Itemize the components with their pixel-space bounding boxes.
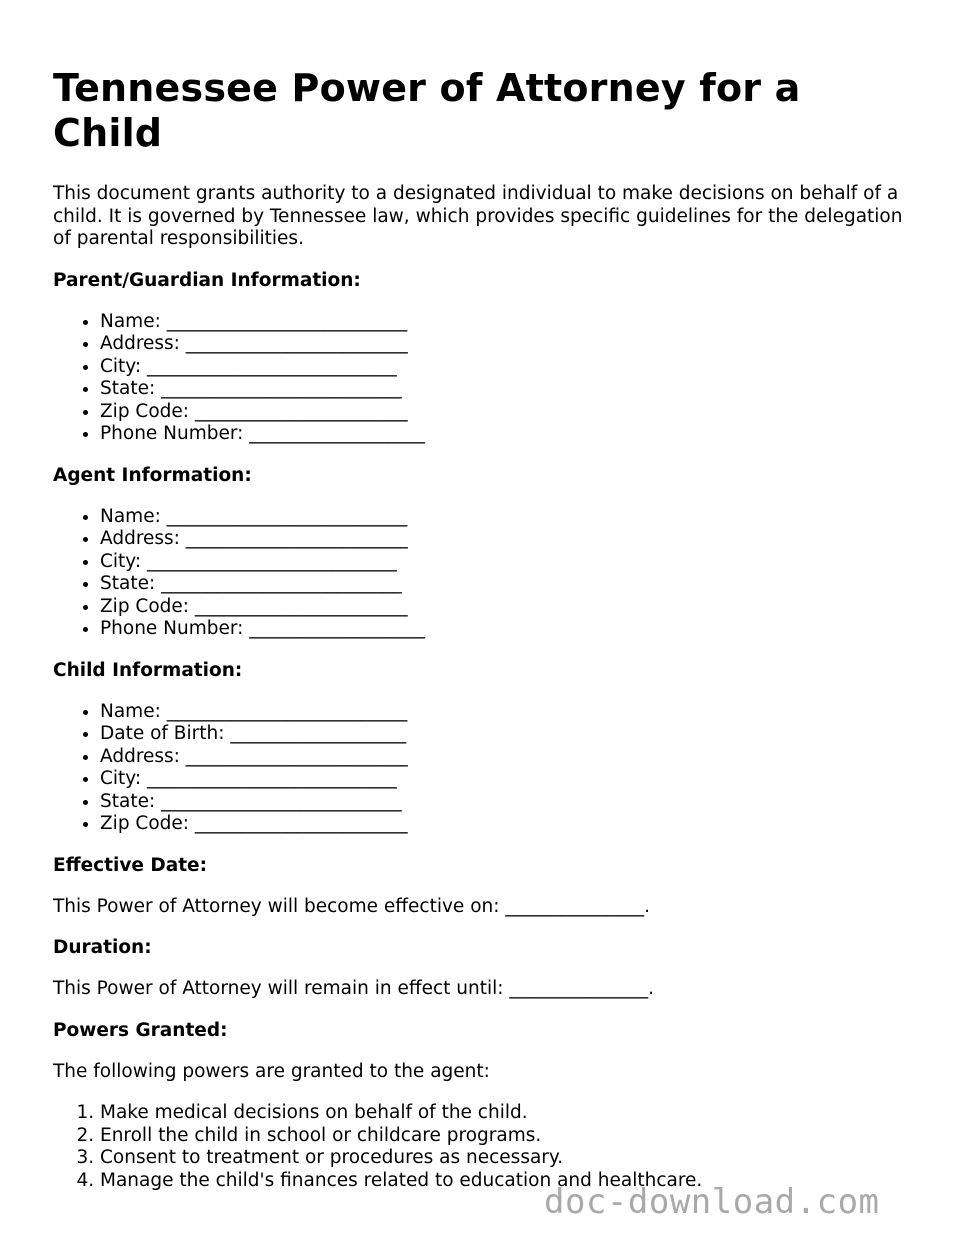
powers-heading: Powers Granted: — [53, 1019, 228, 1041]
watermark: doc-download.com — [544, 1182, 880, 1222]
power-item-finances: 4. Manage the child's finances related to education and healthcare. — [100, 1170, 923, 1193]
document-page — [53, 66, 923, 1211]
agent-zip-field: • Zip Code: _______________________ — [100, 596, 923, 619]
power-item-enroll: 2. Enroll the child in school or childcare programs. — [100, 1125, 923, 1148]
powers-list — [53, 1102, 923, 1192]
child-city-field: • City: ___________________________ — [100, 768, 923, 791]
parent-address-field: • Address: ________________________ — [100, 333, 923, 356]
parent-section-heading: Parent/Guardian Information: — [53, 269, 361, 291]
parent-fields-list — [53, 311, 923, 446]
duration-text: This Power of Attorney will remain in effect until: _______________. — [53, 978, 654, 999]
parent-zip-field: • Zip Code: _______________________ — [100, 401, 923, 424]
document-title: Tennessee Power of Attorney for a Child — [53, 66, 801, 155]
agent-city-field: • City: ___________________________ — [100, 551, 923, 574]
powers-intro: The following powers are granted to the agent: — [53, 1060, 490, 1082]
child-fields-list — [53, 701, 923, 836]
agent-address-field: • Address: ________________________ — [100, 528, 923, 551]
effective-date-heading: Effective Date: — [53, 854, 207, 876]
intro-paragraph: This document grants authority to a designated individual to make decisions on behalf of a child. It is governed by Tennessee law, which provides specific guidelines for the delegation of parental responsibilities. — [53, 183, 903, 249]
agent-phone-field: • Phone Number: ___________________ — [100, 618, 923, 641]
parent-state-field: • State: __________________________ — [100, 378, 923, 401]
child-zip-field: • Zip Code: _______________________ — [100, 813, 923, 836]
agent-section-heading: Agent Information: — [53, 464, 252, 486]
child-state-field: • State: __________________________ — [100, 791, 923, 814]
agent-state-field: • State: __________________________ — [100, 573, 923, 596]
power-item-consent: 3. Consent to treatment or procedures as necessary. — [100, 1147, 923, 1170]
power-item-medical: 1. Make medical decisions on behalf of the child. — [100, 1102, 923, 1125]
parent-phone-field: • Phone Number: ___________________ — [100, 423, 923, 446]
effective-date-text: This Power of Attorney will become effective on: _______________. — [53, 895, 650, 917]
child-name-field: • Name: __________________________ — [100, 701, 923, 724]
agent-name-field: • Name: __________________________ — [100, 506, 923, 529]
parent-name-field: • Name: __________________________ — [100, 311, 923, 334]
parent-city-field: • City: ___________________________ — [100, 356, 923, 379]
child-address-field: • Address: ________________________ — [100, 746, 923, 769]
child-section-heading: Child Information: — [53, 659, 243, 681]
child-dob-field: • Date of Birth: ___________________ — [100, 723, 923, 746]
agent-fields-list — [53, 506, 923, 641]
duration-heading: Duration: — [53, 937, 152, 958]
